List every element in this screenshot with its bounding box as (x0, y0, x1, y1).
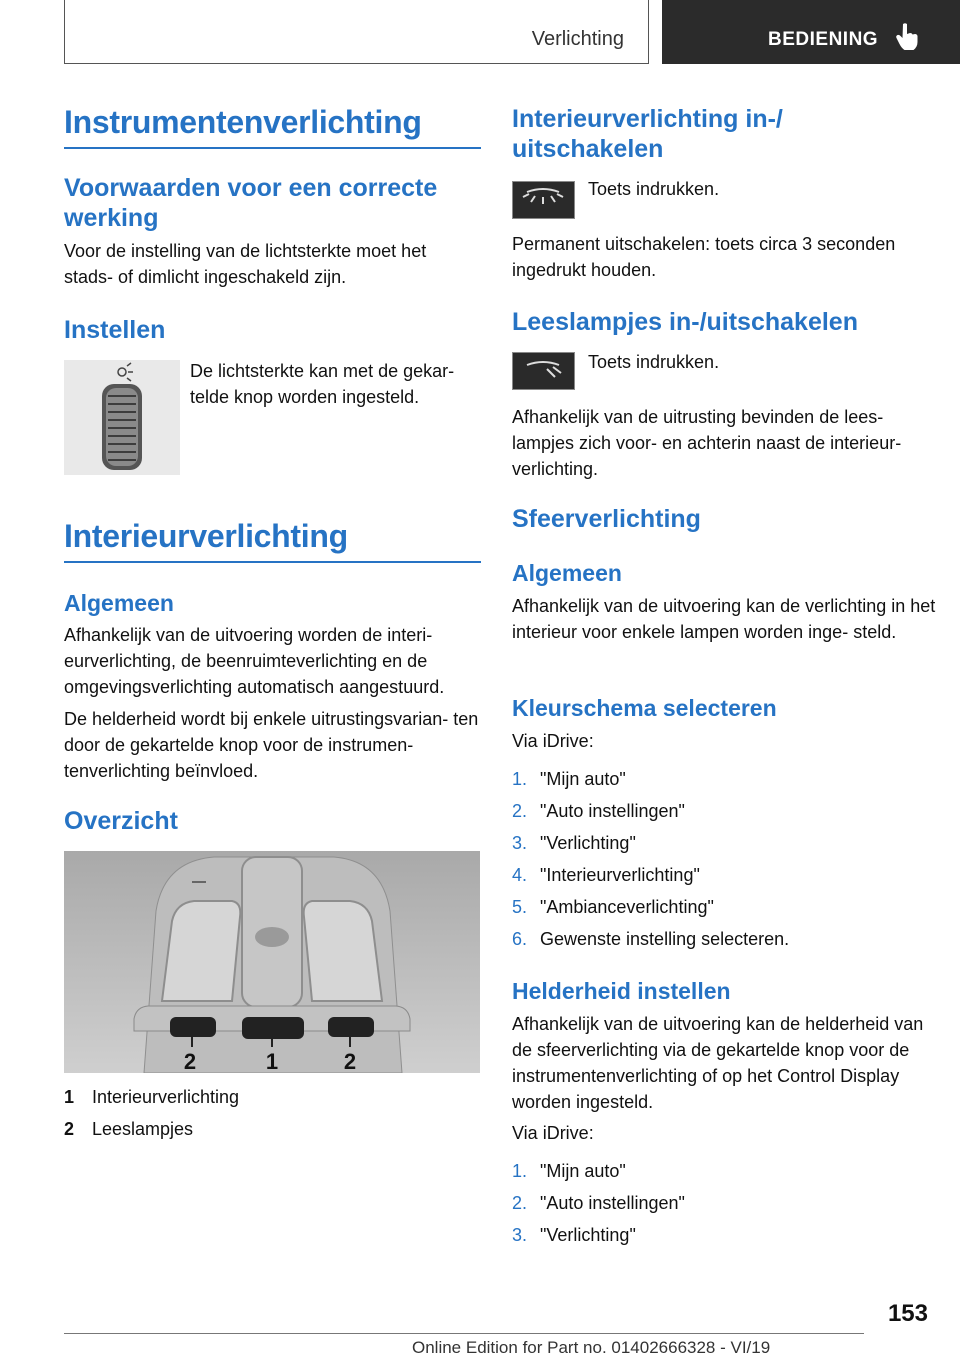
header-section-title: Verlichting (531, 28, 624, 50)
reading-light-button-icon (512, 352, 575, 390)
heading-leeslampjes: Leeslampjes in-/uitschakelen (512, 308, 858, 336)
text-via-idrive-2: Via iDrive: (512, 1123, 594, 1143)
text-instellen: De lichtsterkte kan met de gekar- telde knop worden ingesteld. (190, 361, 455, 407)
text-algemeen-1: Afhankelijk van de uitvoering worden de interi- eurverlichting, de beenruimteverlichting en de omgevingsverlichting automatisch aangestuurd. (64, 625, 445, 697)
figure-label-center: 1 (265, 1049, 279, 1073)
heading-interieur-inout: Interieurverlichting in-/ uitschakelen (512, 105, 783, 163)
pointing-hand-icon (894, 22, 920, 52)
interior-light-button-icon (512, 181, 575, 219)
list-item: 2. "Auto instellingen" (512, 1193, 685, 1213)
text-sfeer-algemeen: Afhankelijk van de uitvoering kan de verlichting in het interieur voor enkele lampen worden inge- steld. (512, 596, 936, 642)
header-section-box (64, 0, 649, 64)
text-voorwaarden: Voor de instelling van de lichtsterkte moet het stads- of dimlicht ingeschakeld zijn. (64, 241, 427, 287)
heading-overzicht: Overzicht (64, 807, 178, 835)
title-rule-2 (64, 561, 481, 563)
footer-edition: Online Edition for Part no. 01402666328 - VI/19 (412, 1338, 771, 1357)
header-chapter-label: BEDIENING (768, 29, 879, 50)
heading-instellen: Instellen (64, 316, 166, 344)
heading-voorwaarden: Voorwaarden voor een correcte werking (64, 174, 438, 232)
list-item: 1. "Mijn auto" (512, 769, 626, 789)
heading-helderheid: Helderheid instellen (512, 978, 731, 1004)
page-number: 153 (887, 1300, 928, 1327)
text-inout: Permanent uitschakelen: toets circa 3 seconden ingedrukt houden. (512, 234, 896, 280)
header-chapter-tab (662, 0, 960, 64)
heading-algemeen: Algemeen (64, 590, 174, 616)
list-item: 1. "Mijn auto" (512, 1161, 626, 1181)
knurled-wheel-image (64, 360, 180, 475)
list-item: 3. "Verlichting" (512, 1225, 636, 1245)
list-item: 4. "Interieurverlichting" (512, 865, 700, 885)
title-instrumentenverlichting: Instrumentenverlichting (64, 104, 422, 140)
heading-kleurschema: Kleurschema selecteren (512, 695, 777, 721)
steps-kleurschema (512, 763, 789, 955)
heading-sfeer-algemeen: Algemeen (512, 560, 622, 586)
steps-helderheid (512, 1155, 685, 1251)
figure-label-left: 2 (183, 1049, 197, 1073)
title-interieurverlichting: Interieurverlichting (64, 518, 348, 554)
figure-legend (64, 1081, 239, 1145)
legend-item: 1 Interieurverlichting (64, 1087, 240, 1107)
text-algemeen-2: De helderheid wordt bij enkele uitrustingsvarian- ten door de gekartelde knop voor de instrumen- tenverlichting beïnvloed. (64, 709, 479, 781)
list-item: 2. "Auto instellingen" (512, 801, 685, 821)
list-item: 3. "Verlichting" (512, 833, 636, 853)
heading-sfeerverlichting: Sfeerverlichting (512, 505, 701, 533)
title-rule (64, 147, 481, 149)
text-via-idrive-1: Via iDrive: (512, 731, 594, 751)
text-inout-press: Toets indrukken. (588, 179, 720, 199)
list-item: 5. "Ambianceverlichting" (512, 897, 714, 917)
list-item: 6. Gewenste instelling selecteren. (512, 929, 790, 949)
overhead-console-image (64, 851, 480, 1073)
footer-rule (64, 1333, 864, 1334)
legend-item: 2 Leeslampjes (64, 1119, 194, 1139)
text-helderheid: Afhankelijk van de uitvoering kan de helderheid van de sfeerverlichting via de gekartelde knop voor de instrumentenverlichting of op het Control Display worden ingesteld. (512, 1014, 924, 1112)
text-lees-press: Toets indrukken. (588, 352, 720, 372)
text-leeslampjes: Afhankelijk van de uitrusting bevinden de lees- lampjes zich voor- en achterin naast de interieur- verlichting. (512, 407, 902, 479)
figure-label-right: 2 (343, 1049, 357, 1073)
